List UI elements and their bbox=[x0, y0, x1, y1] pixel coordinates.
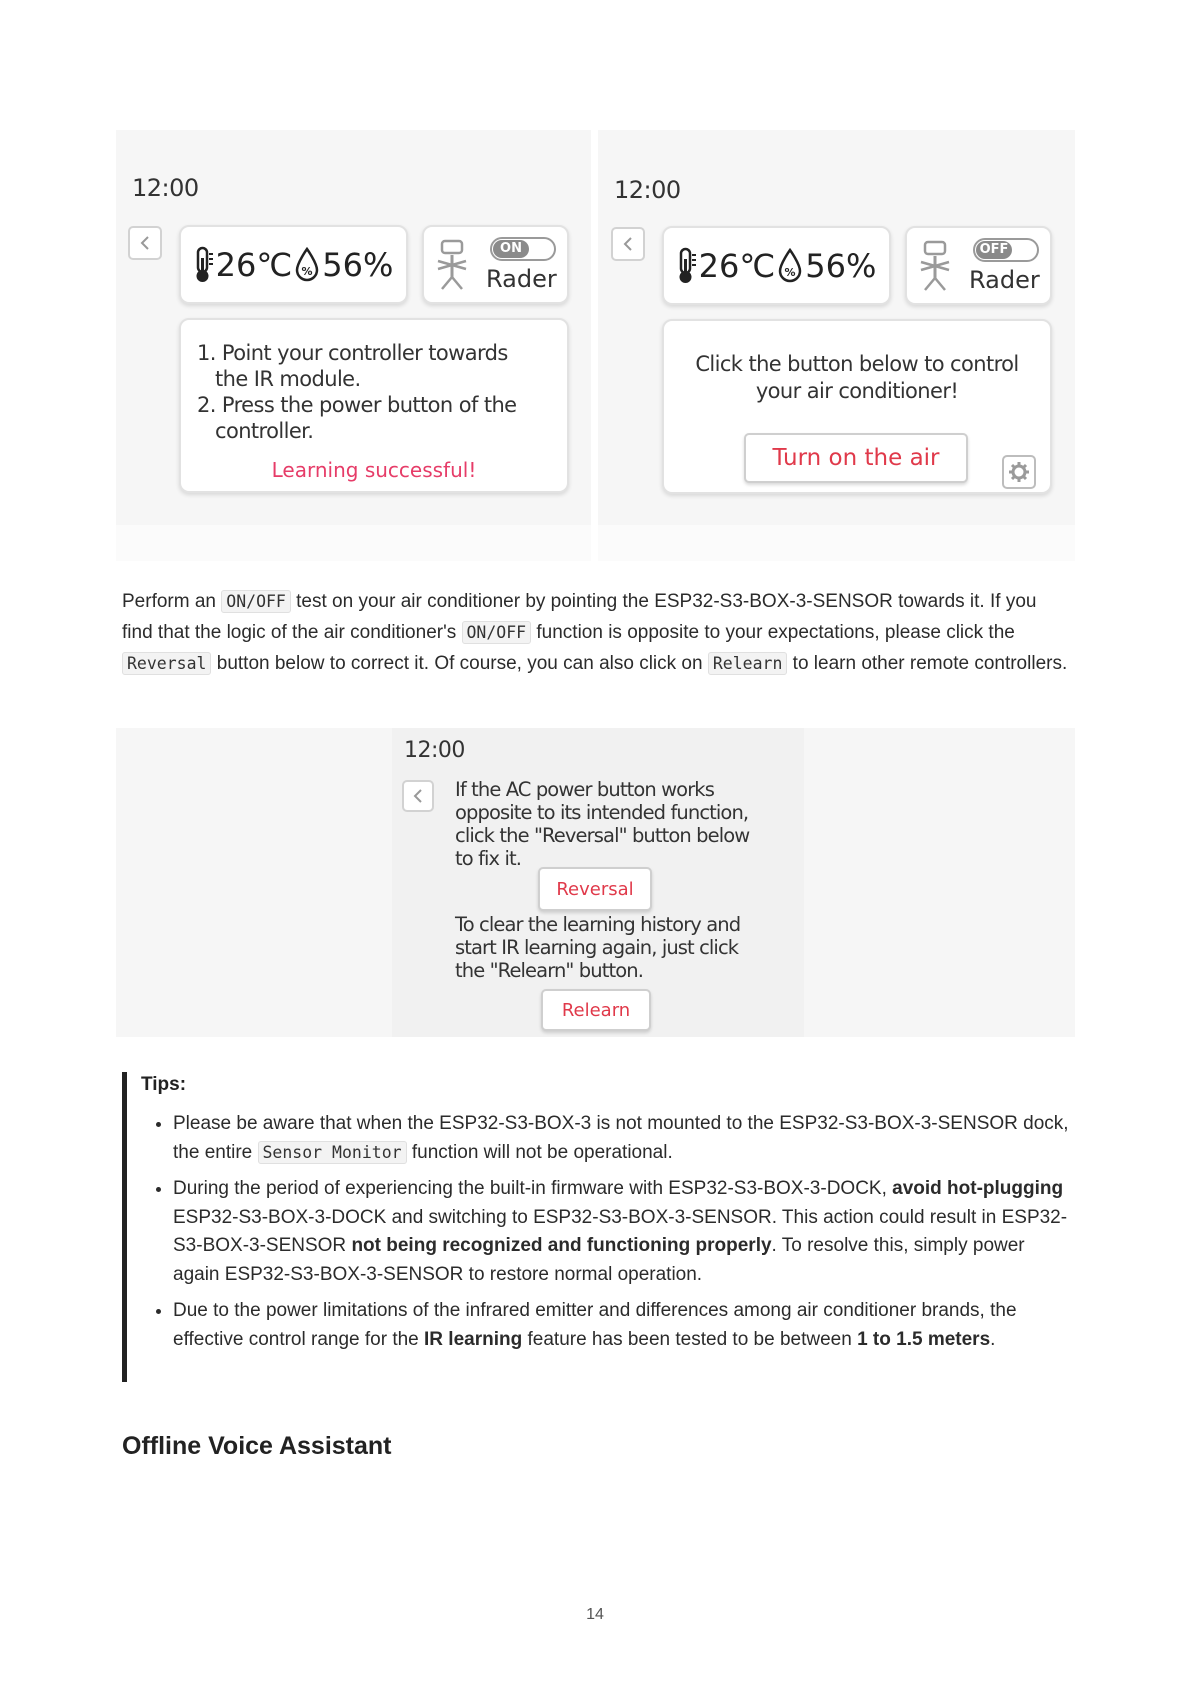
toggle-state-label: ON bbox=[493, 240, 529, 258]
tip-item bbox=[173, 1297, 1072, 1354]
inline-code: Sensor Monitor bbox=[258, 1141, 407, 1164]
toggle-state-label: OFF bbox=[976, 241, 1012, 259]
back-button[interactable] bbox=[128, 226, 162, 260]
tip-text: . To resolve this, simply power again ESP32-S3-BOX-3-SENSOR to restore normal operation. bbox=[173, 1235, 1025, 1285]
humidity-value: 56% bbox=[322, 245, 394, 284]
settings-button[interactable] bbox=[1002, 455, 1036, 489]
screenshot-reversal-relearn-frame bbox=[116, 728, 1075, 1037]
tip-item bbox=[173, 1175, 1072, 1289]
section-heading: Offline Voice Assistant bbox=[122, 1432, 392, 1460]
paragraph-text: test on your air conditioner by pointing the ESP32-S3-BOX-3-SENSOR towards it. If you find that the logic of the air conditioner's bbox=[122, 591, 1037, 643]
clock: 12:00 bbox=[404, 738, 465, 763]
control-message-line: your air conditioner! bbox=[755, 379, 959, 403]
paragraph-text: to learn other remote controllers. bbox=[787, 653, 1068, 674]
learning-status: Learning successful! bbox=[271, 458, 477, 482]
paragraph-text: button below to correct it. Of course, you can also click on bbox=[211, 653, 708, 674]
tip-text: function will not be operational. bbox=[406, 1141, 673, 1163]
radar-card[interactable] bbox=[422, 225, 569, 304]
gear-icon bbox=[1008, 461, 1030, 483]
radar-card[interactable] bbox=[905, 226, 1052, 305]
reversal-text-line: click the "Reversal" button below bbox=[455, 824, 750, 847]
control-card bbox=[662, 319, 1052, 494]
screenshot-control-ac bbox=[598, 130, 1075, 561]
tip-text: ESP32-S3-BOX-3-DOCK and switching to ESP32-S3-BOX-3-SENSOR. This action could result in ESP32-S3-BOX-3-SENSOR bbox=[173, 1206, 1068, 1256]
tip-text: Please be aware that when the ESP32-S3-BOX-3 is not mounted to the ESP32-S3-BOX-3-SENSOR dock, the entire bbox=[173, 1113, 1069, 1163]
turn-on-air-button[interactable]: Turn on the air bbox=[744, 433, 968, 483]
temperature-value: 26℃ bbox=[215, 245, 293, 284]
tips-title: Tips: bbox=[141, 1074, 187, 1095]
paragraph-text: Perform an bbox=[122, 591, 222, 612]
tip-text: During the period of experiencing the built-in firmware with ESP32-S3-BOX-3-DOCK, bbox=[173, 1178, 893, 1199]
clock: 12:00 bbox=[614, 176, 681, 204]
screenshot-learning-success bbox=[116, 130, 591, 561]
relearn-text-line: To clear the learning history and bbox=[455, 913, 741, 936]
inline-code: ON/OFF bbox=[462, 621, 532, 644]
radar-label: Rader bbox=[486, 265, 557, 293]
thermometer-icon bbox=[675, 247, 697, 285]
inline-code: Reversal bbox=[122, 652, 211, 675]
radar-toggle[interactable] bbox=[490, 237, 556, 261]
relearn-text-line: the "Relearn" button. bbox=[455, 959, 644, 982]
tip-text: feature has been tested to be between bbox=[522, 1328, 858, 1350]
tips-callout bbox=[122, 1072, 1072, 1382]
svg-text:%: % bbox=[784, 265, 796, 279]
humidity-drop-icon bbox=[294, 247, 320, 283]
tip-emphasis: not being recognized and functioning properly bbox=[351, 1235, 772, 1256]
back-button[interactable] bbox=[402, 780, 434, 812]
reversal-button[interactable]: Reversal bbox=[538, 867, 652, 911]
inline-code: Relearn bbox=[708, 652, 788, 675]
reversal-text-line: to fix it. bbox=[455, 847, 522, 870]
instruction-line: 2. Press the power button of the bbox=[197, 393, 517, 417]
instruction-line: 1. Point your controller towards bbox=[197, 341, 508, 365]
paragraph-text: function is opposite to your expectations, please click the bbox=[531, 622, 1015, 643]
temperature-value: 26℃ bbox=[698, 246, 776, 285]
humidity-value: 56% bbox=[805, 246, 877, 285]
tips-list bbox=[141, 1110, 1072, 1354]
clock: 12:00 bbox=[132, 174, 199, 202]
screenshot-reversal-relearn bbox=[392, 728, 804, 1037]
chevron-left-icon bbox=[139, 235, 151, 251]
tip-emphasis: 1 to 1.5 meters bbox=[857, 1328, 991, 1350]
humidity-drop-icon bbox=[777, 248, 803, 284]
relearn-button[interactable]: Relearn bbox=[541, 989, 651, 1031]
thermometer-icon bbox=[192, 246, 214, 284]
radar-toggle[interactable] bbox=[973, 238, 1039, 262]
tip-text: Due to the power limitations of the infrared emitter and differences among air conditioner brands, the effective control range for the bbox=[173, 1300, 1017, 1350]
instruction-line: controller. bbox=[215, 419, 314, 443]
climate-card bbox=[179, 225, 408, 304]
control-message-line: Click the button below to control bbox=[695, 352, 1019, 376]
inline-code: ON/OFF bbox=[221, 590, 291, 613]
intro-paragraph bbox=[122, 586, 1072, 679]
learning-instructions-card bbox=[179, 318, 569, 493]
tip-item bbox=[173, 1110, 1072, 1167]
back-button[interactable] bbox=[611, 227, 645, 261]
tip-text: . bbox=[990, 1328, 996, 1350]
chevron-left-icon bbox=[622, 236, 634, 252]
instruction-line: the IR module. bbox=[215, 367, 361, 391]
screen-bottom-strip bbox=[598, 525, 1075, 561]
climate-card bbox=[662, 226, 891, 305]
chevron-left-icon bbox=[412, 788, 424, 804]
tip-emphasis: avoid hot-plugging bbox=[892, 1178, 1064, 1199]
tip-emphasis: IR learning bbox=[424, 1328, 523, 1350]
reversal-text-line: If the AC power button works bbox=[455, 778, 714, 801]
page-number: 14 bbox=[586, 1606, 604, 1623]
svg-text:%: % bbox=[301, 264, 313, 278]
radar-label: Rader bbox=[969, 266, 1040, 294]
radar-sensor-icon bbox=[915, 240, 955, 292]
reversal-text-line: opposite to its intended function, bbox=[455, 801, 749, 824]
radar-sensor-icon bbox=[432, 239, 472, 291]
relearn-text-line: start IR learning again, just click bbox=[455, 936, 739, 959]
screen-bottom-strip bbox=[116, 525, 591, 561]
